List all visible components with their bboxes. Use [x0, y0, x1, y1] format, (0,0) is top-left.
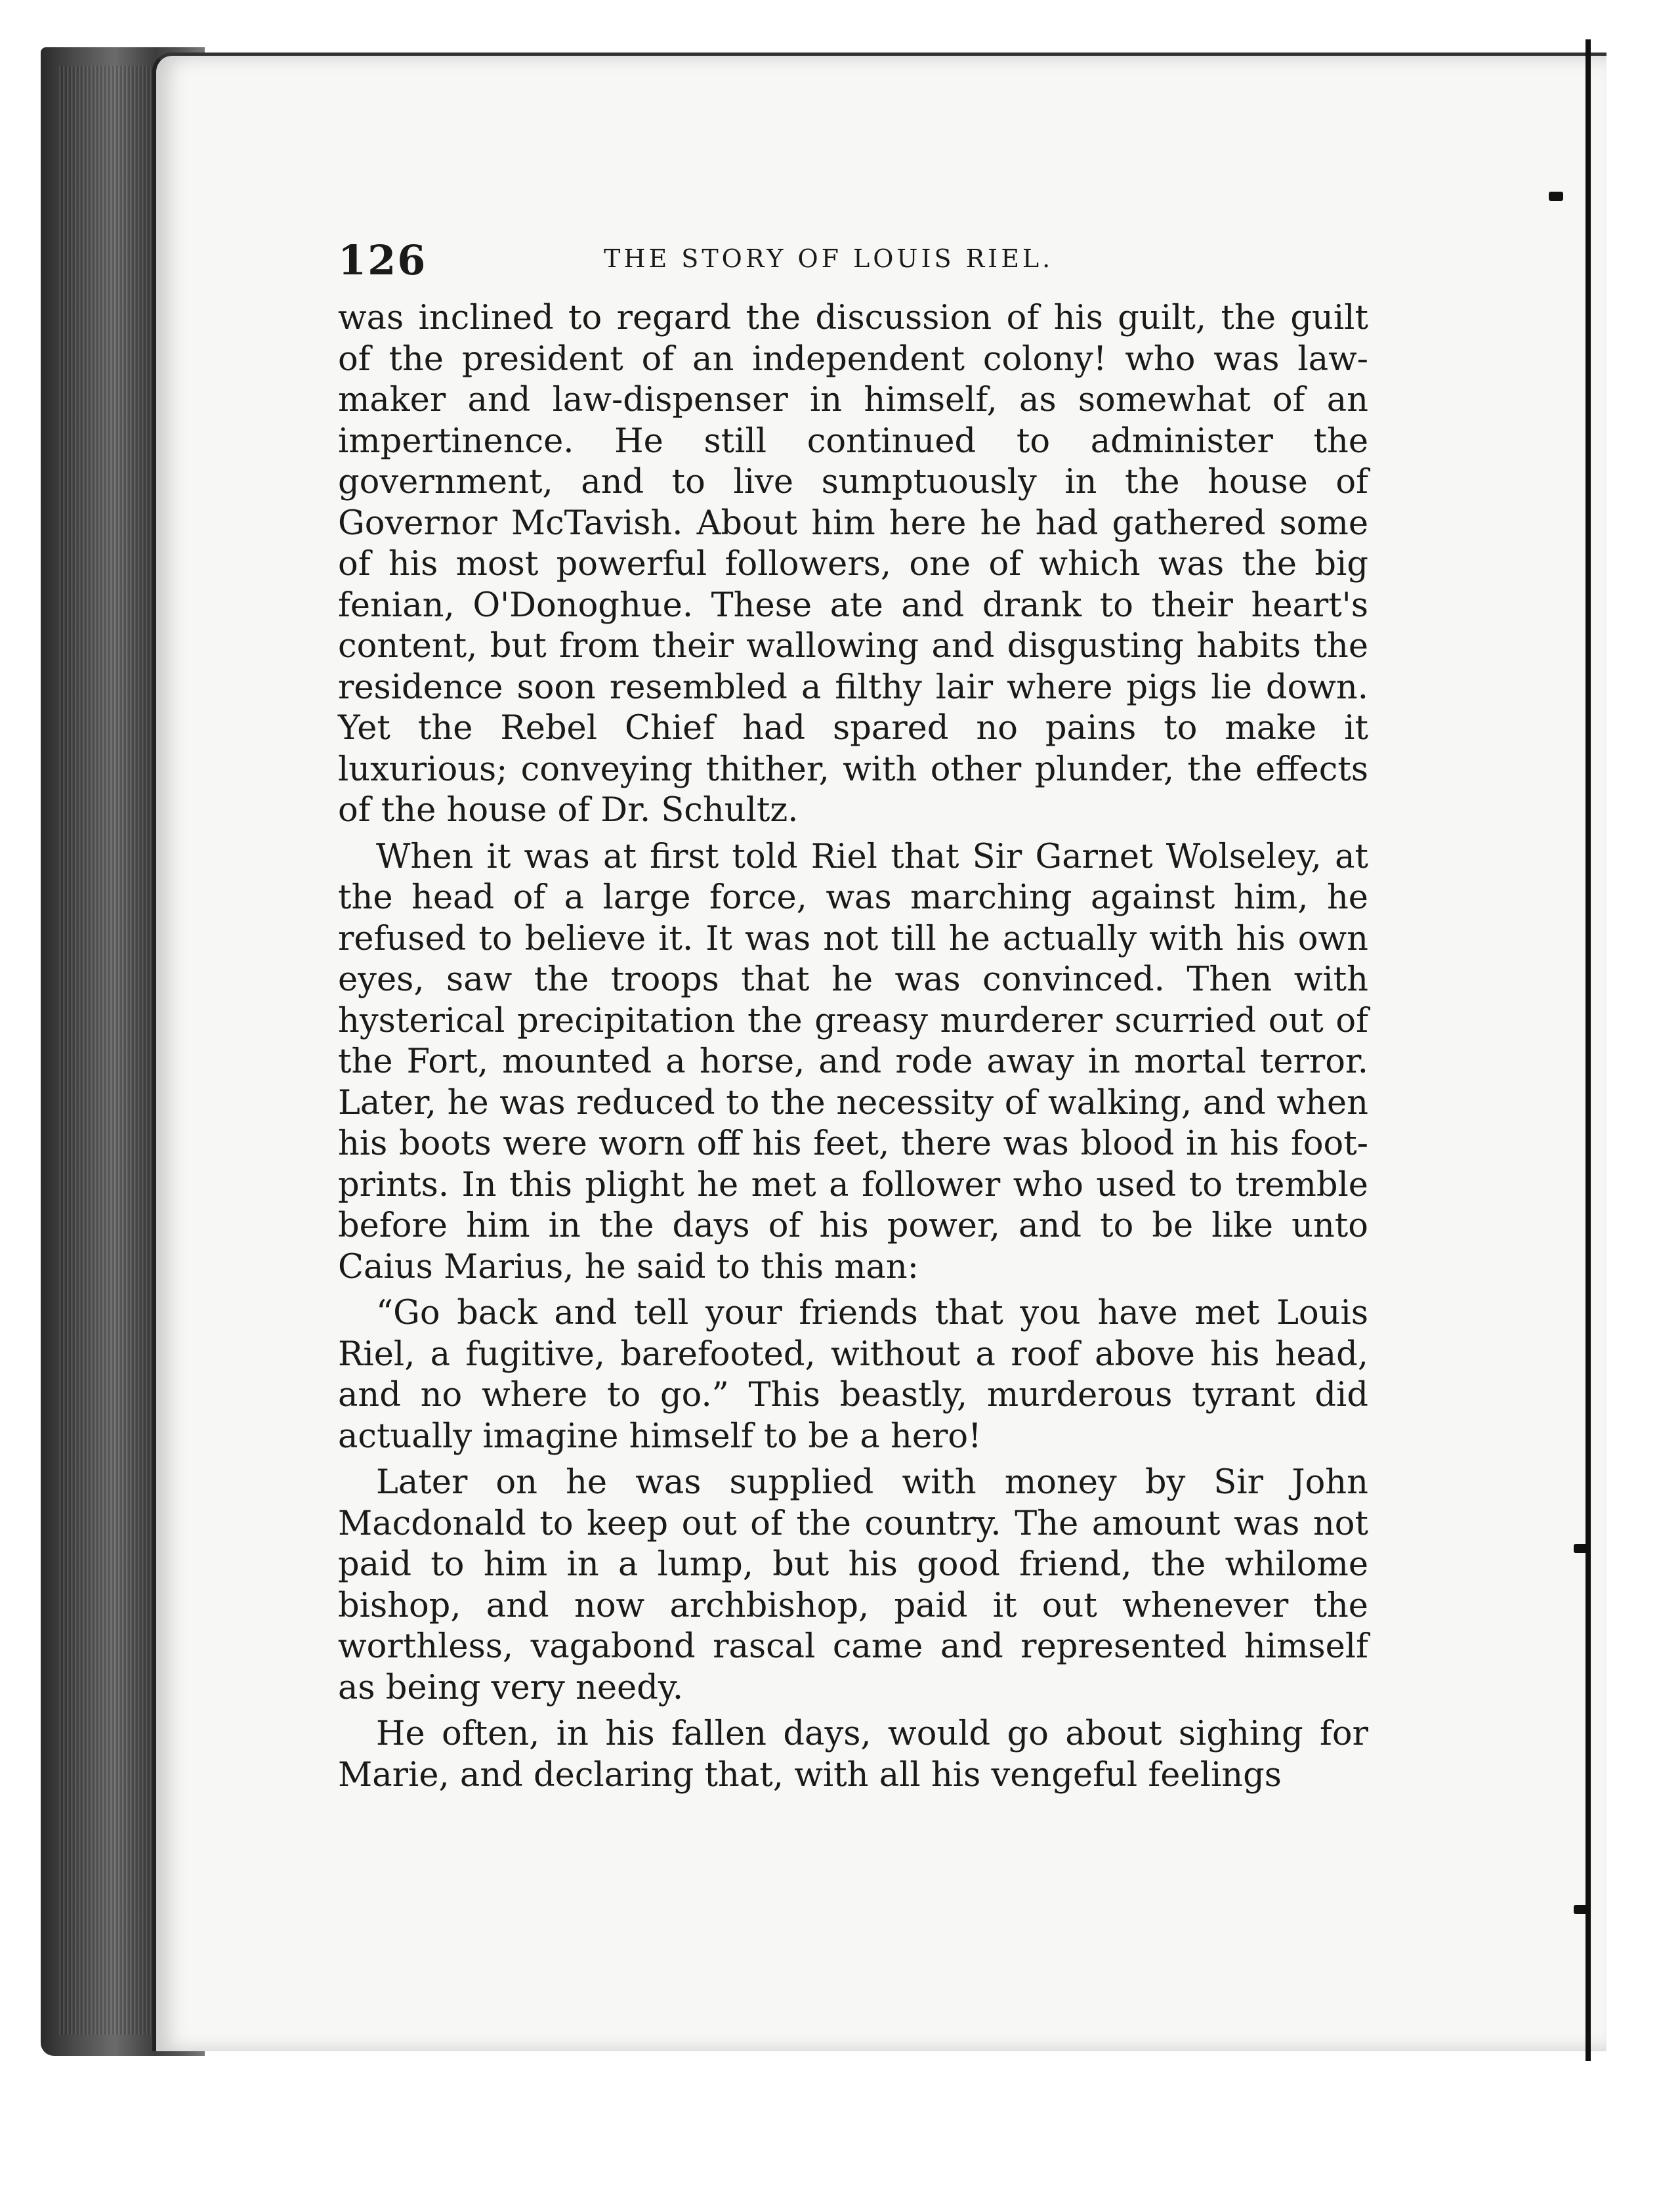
paragraph: When it was at first told Riel that Sir Garnet Wolseley, at the head of a large force, was marching against him, he refused to believe it. It was not till he actually with his own eyes, saw the troops that he was convinced. Then with hysterical precipitation the greasy murderer scurried out of the Fort, mounted a horse, and rode away in mortal terror. Later, he was reduced to the necessity of walking, and when his boots were worn off his feet, there was blood in his foot-prints. In this plight he met a follower who used to tremble before him in the days of his power, and to be like unto Caius Marius, he said to this man:: [338, 837, 1368, 1287]
page-number: 126: [338, 236, 427, 284]
paragraph: “Go back and tell your friends that you have met Louis Riel, a fugitive, barefooted, without a roof above his head, and no where to go.” This beastly, murderous tyrant did actually imagine himself to be a hero!: [338, 1294, 1368, 1456]
margin-tick-mark: [1549, 192, 1563, 201]
text-block: [338, 236, 1368, 1796]
margin-tick-mark: [1574, 1905, 1588, 1914]
right-margin-rule: [1586, 39, 1591, 2061]
running-title: THE STORY OF LOUIS RIEL.: [604, 244, 1054, 273]
margin-tick-mark: [1574, 1544, 1588, 1553]
paragraph: was inclined to regard the discussion of his guilt, the guilt of the president of an independent colony! who was law-maker and law-dispenser in himself, as somewhat of an impertinence. He still continued to administer the government, and to live sumptuously in the house of Governor McTavish. About him here he had gathered some of his most powerful followers, one of which was the big fenian, O'Donoghue. These ate and drank to their heart's content, but from their wallowing and disgusting habits the residence soon resembled a filthy lair where pigs lie down. Yet the Rebel Chief had spared no pains to make it luxurious; conveying thither, with other plunder, the effects of the house of Dr. Schultz.: [338, 299, 1368, 830]
paragraph: Later on he was supplied with money by Sir John Macdonald to keep out of the country. The amount was not paid to him in a lump, but his good friend, the whilome bishop, and now archbishop, paid it out whenever the worthless, vagabond rascal came and represented himself as being very needy.: [338, 1463, 1368, 1707]
running-head: [338, 236, 1368, 289]
right-margin: [1621, 39, 1667, 2061]
paragraph: He often, in his fallen days, would go about sighing for Marie, and declaring that, with all his vengeful feelings: [338, 1715, 1368, 1795]
